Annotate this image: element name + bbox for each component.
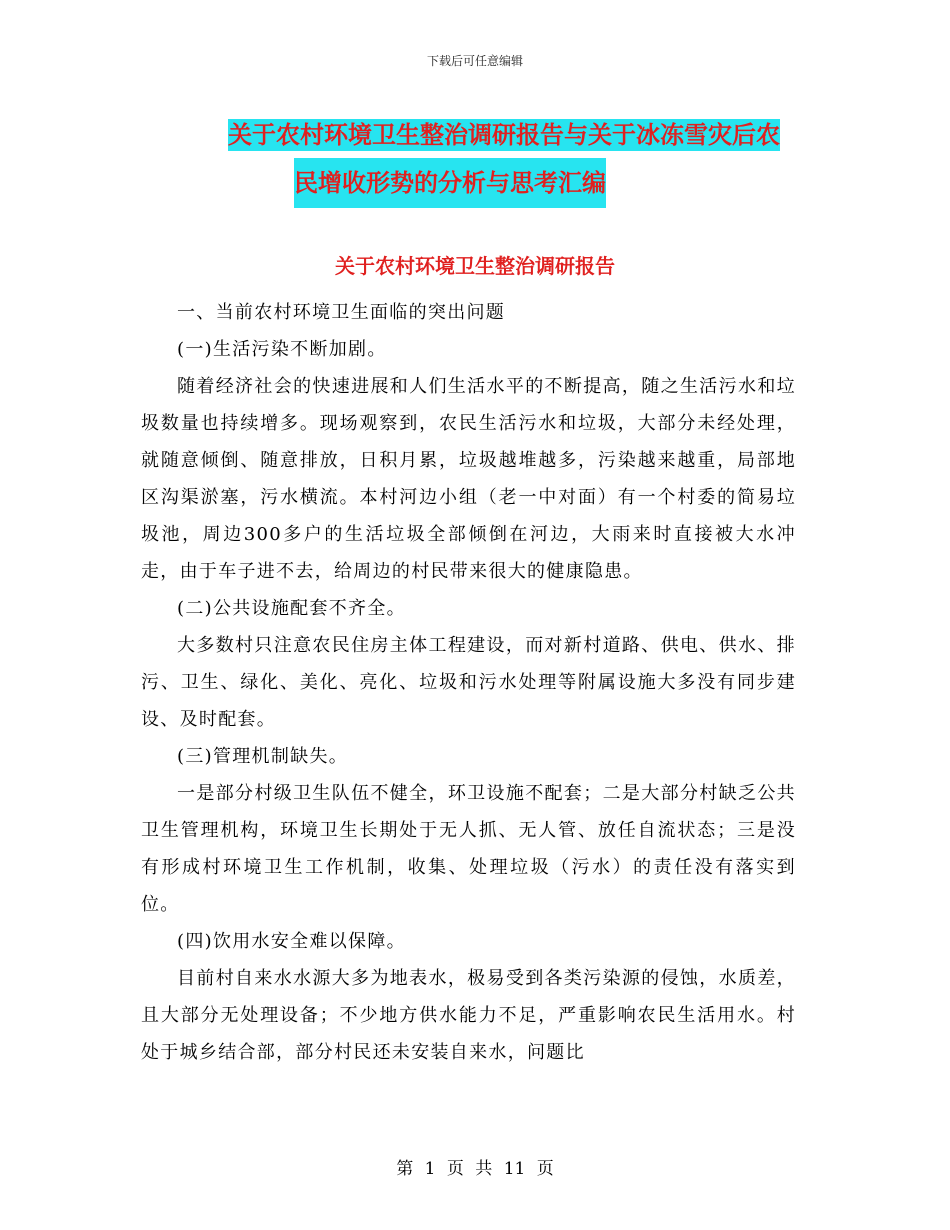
subheading-2: (二)公共设施配套不齐全。 bbox=[177, 598, 406, 619]
title-line-2: 民增收形势的分析与思考汇编 bbox=[294, 158, 606, 208]
title-line-1: 关于农村环境卫生整治调研报告与关于冰冻雪灾后农 bbox=[228, 121, 780, 149]
subheading-3: (三)管理机制缺失。 bbox=[177, 746, 349, 767]
paragraph: 随着经济社会的快速进展和人们生活水平的不断提高，随之生活污水和垃圾数量也持续增多。现场观察到，农民生活污水和垃圾，大部分未经处理，就随意倾倒、随意排放，日积月累，垃圾越堆越多，污染越来越重，局部地区沟渠淤塞，污水横流。本村河边小组（老一中对面）有一个村委的简易垃圾池，周边300多户的生活垃圾全部倾倒在河边，大雨来时直接被大水冲走，由于车子进不去，给周边的村民带来很大的健康隐患。 bbox=[141, 376, 796, 582]
document-title bbox=[0, 112, 950, 208]
section-title: 关于农村环境卫生整治调研报告 bbox=[335, 254, 615, 278]
paragraph: 大多数村只注意农民住房主体工程建设，而对新村道路、供电、供水、排污、卫生、绿化、美化、亮化、垃圾和污水处理等附属设施大多没有同步建设、及时配套。 bbox=[141, 635, 796, 730]
paragraph: 一是部分村级卫生队伍不健全，环卫设施不配套；二是大部分村缺乏公共卫生管理机构，环境卫生长期处于无人抓、无人管、放任自流状态；三是没有形成村环境卫生工作机制，收集、处理垃圾（污水）的责任没有落实到位。 bbox=[141, 783, 796, 915]
body-text bbox=[141, 294, 796, 1071]
heading-1: 一、当前农村环境卫生面临的突出问题 bbox=[177, 302, 506, 323]
page-number: 第 1 页 共 11 页 bbox=[396, 1159, 554, 1179]
subheading-1: (一)生活污染不断加剧。 bbox=[177, 339, 387, 360]
header-note: 下载后可任意编辑 bbox=[426, 54, 523, 68]
paragraph: 目前村自来水水源大多为地表水，极易受到各类污染源的侵蚀，水质差，且大部分无处理设备；不少地方供水能力不足，严重影响农民生活用水。村处于城乡结合部，部分村民还未安装自来水，问题比 bbox=[141, 968, 796, 1063]
subheading-4: (四)饮用水安全难以保障。 bbox=[177, 931, 406, 952]
